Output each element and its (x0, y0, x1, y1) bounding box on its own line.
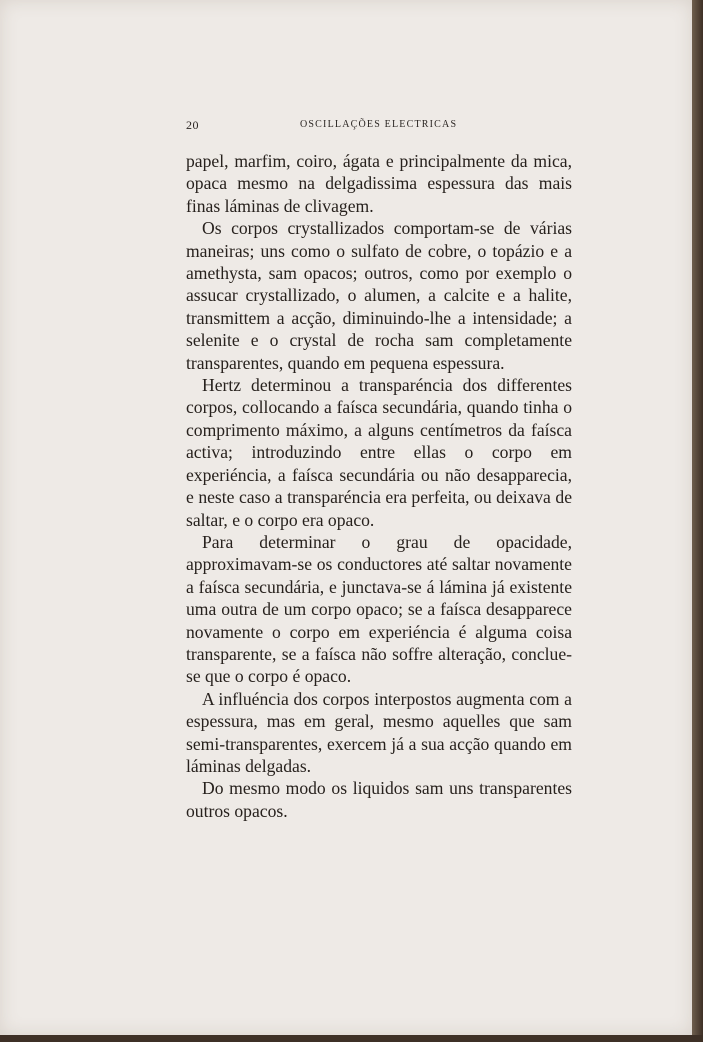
paragraph: Hertz determinou a transparéncia dos differentes corpos, collocando a faísca secundária, quando tinha o comprimento máximo, a alguns centímetros da faísca activa; introduzindo entre ellas o corpo em experiéncia, a faísca secundária ou não desapparecia, e neste caso a transparéncia era perfeita, ou deixava de saltar, e o corpo era opaco. (186, 375, 572, 530)
paragraph: A influéncia dos corpos interpostos augmenta com a espessura, mas em geral, mesmo aquelles que sam semi-transparentes, exercem já a sua acção quando em láminas delgadas. (186, 688, 572, 776)
paragraph: papel, marfim, coiro, ágata e principalmente da mica, opaca mesmo na delgadissima espessura das mais finas láminas de clivagem. (186, 151, 572, 216)
page-header (186, 118, 572, 134)
paragraph: Do mesmo modo os liquidos sam uns transparentes outros opacos. (186, 778, 572, 821)
body-text (186, 150, 572, 822)
page-edge-shadow (692, 0, 703, 1042)
running-title: OSCILLAÇÕES ELECTRICAS (300, 119, 458, 130)
page-bottom-edge (0, 1035, 703, 1042)
paragraph: Para determinar o grau de opacidade, approximavam-se os conductores até saltar novamente a faísca secundária, e junctava-se á lámina já existente uma outra de um corpo opaco; se a faísca desapparece novamente o corpo em experiéncia é alguma coisa transparente, se a faísca não soffre alteração, conclue-se que o corpo é opaco. (186, 531, 572, 687)
paragraph: Os corpos crystallizados comportam-se de várias maneiras; uns como o sulfato de cobre, o topázio e a amethysta, sam opacos; outros, como por exemplo o assucar crystallizado, o alumen, a calcite e a halite, transmittem a acção, diminuindo-lhe a intensidade; a selenite e o crystal de rocha sam completamente transparentes, quando em pequena espessura. (186, 218, 572, 373)
page-number: 20 (186, 118, 199, 132)
